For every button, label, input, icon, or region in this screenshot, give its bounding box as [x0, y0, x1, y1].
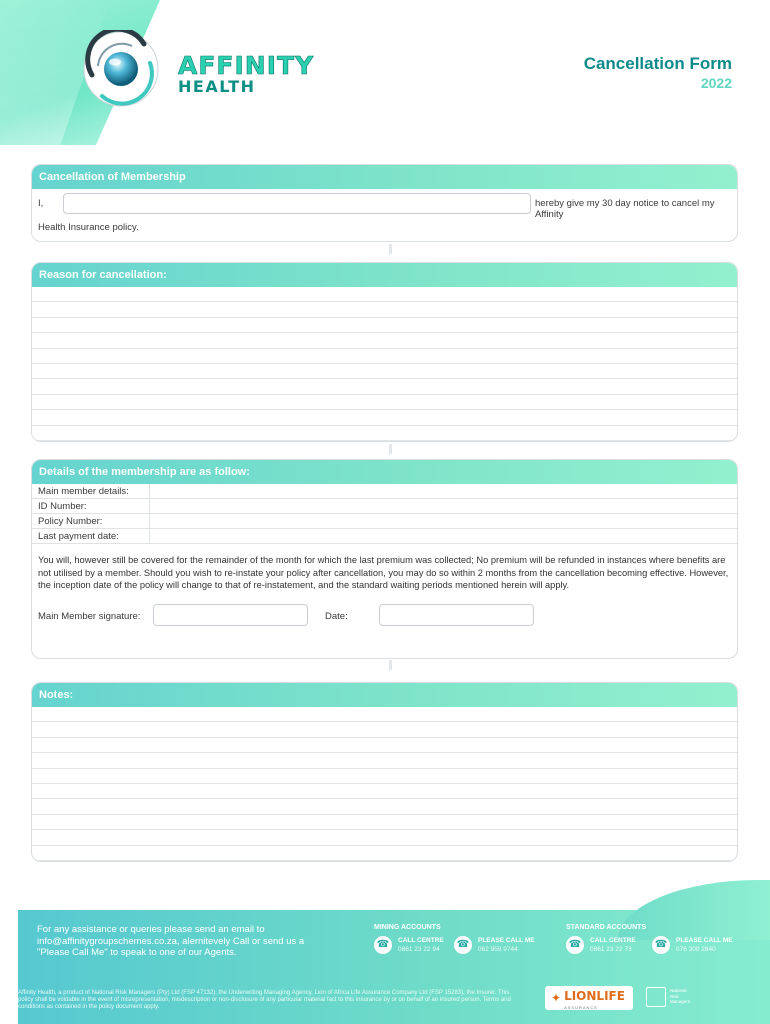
id-number-field[interactable] — [150, 499, 737, 513]
mining-accounts-title: MINING ACCOUNTS — [374, 924, 441, 931]
legal-disclaimer: Affinity Health, a product of National Risk Managers (Pty) Ltd (FSP 47132), the Underwriting Managing Agency, Lion of Africa Life Assurance Company Ltd (FSP 15283), the Insurer. This policy shall be voidable in the event of misrepresentation, misdescription or non-disclosure of any particular material fact to this insurance by or on behalf of an insured person. Terms and conditions as contained in the policy document apply. — [18, 990, 511, 1010]
main-member-field[interactable] — [150, 484, 737, 498]
reason-line[interactable] — [32, 364, 737, 379]
lionlife-icon: ✦ — [551, 991, 562, 1005]
standard-call-label: CALL CENTRE — [590, 937, 636, 944]
detail-label: Policy Number: — [32, 514, 150, 528]
standard-call-number: 0861 23 22 73 — [590, 946, 632, 953]
detail-label: ID Number: — [32, 499, 150, 513]
notes-heading: Notes: — [32, 683, 737, 707]
brand-wordmark — [178, 51, 315, 96]
reason-line[interactable] — [32, 426, 737, 441]
footer — [18, 880, 770, 1024]
standard-please-call-me[interactable] — [652, 936, 733, 954]
notes-line[interactable] — [32, 784, 737, 799]
mining-pcm-number: 062 959 9744 — [478, 946, 518, 953]
date-label: Date: — [325, 610, 348, 622]
lionlife-name: LIONLIFE — [564, 988, 625, 1003]
reason-heading: Reason for cancellation: — [32, 263, 737, 287]
notes-line[interactable] — [32, 753, 737, 768]
membership-suffix: hereby give my 30 day notice to cancel my Affinity — [535, 198, 715, 220]
detail-row — [32, 514, 737, 529]
phone-icon: ☎ — [454, 936, 472, 954]
mining-call-label: CALL CENTRE — [398, 937, 444, 944]
member-name-field[interactable] — [63, 193, 531, 214]
notes-lines[interactable] — [32, 707, 737, 861]
panel-divider — [389, 244, 392, 254]
signature-field[interactable] — [153, 604, 308, 626]
reason-line[interactable] — [32, 349, 737, 364]
reason-line[interactable] — [32, 410, 737, 425]
membership-continuation: Health Insurance policy. — [38, 222, 139, 233]
detail-label: Main member details: — [32, 484, 150, 498]
membership-panel — [31, 164, 738, 242]
nrm-logo-icon — [646, 987, 666, 1007]
reason-line[interactable] — [32, 333, 737, 348]
reason-line[interactable] — [32, 318, 737, 333]
notes-line[interactable] — [32, 722, 737, 737]
detail-row — [32, 484, 737, 499]
signature-label: Main Member signature: — [38, 610, 141, 622]
standard-call-centre[interactable] — [566, 936, 636, 954]
standard-pcm-number: 076 300 2840 — [676, 946, 716, 953]
lionlife-sub: ASSURANCE — [564, 1004, 598, 1010]
lionlife-logo — [545, 986, 633, 1010]
detail-row — [32, 499, 737, 514]
phone-icon: ☎ — [374, 936, 392, 954]
policy-number-field[interactable] — [150, 514, 737, 528]
reason-panel — [31, 262, 738, 442]
reason-line[interactable] — [32, 302, 737, 317]
mining-call-number: 0861 23 22 94 — [398, 946, 440, 953]
affinity-logo-icon — [82, 30, 160, 108]
details-heading: Details of the membership are as follow: — [32, 460, 737, 484]
membership-prefix: I, — [38, 198, 44, 209]
form-title-block — [584, 54, 732, 91]
panel-divider — [389, 444, 392, 454]
notes-line[interactable] — [32, 815, 737, 830]
date-field[interactable] — [379, 604, 534, 626]
footer-wave-decoration — [618, 880, 770, 940]
mining-pcm-label: PLEASE CALL ME — [478, 937, 535, 944]
brand-line-1: AFFINITY — [178, 51, 315, 80]
coverage-disclaimer: You will, however still be covered for the remainder of the month for which the last premium was collected; No premium will be refunded in instances where benefits are not utilised by a member. Should you wish to re-instate your policy after cancellation, you may do so within 2 months from the cancellation becoming effective. However, the inception date of the policy will change to that of re-instatement, and the standard waiting periods mentioned herein will apply. — [38, 555, 729, 591]
reason-line[interactable] — [32, 287, 737, 302]
nrm-text: National Risk Managers — [670, 988, 691, 1004]
standard-accounts-title: STANDARD ACCOUNTS — [566, 924, 647, 931]
notes-panel — [31, 682, 738, 862]
mining-please-call-me[interactable] — [454, 936, 535, 954]
form-year: 2022 — [700, 75, 732, 91]
notes-line[interactable] — [32, 830, 737, 845]
brand-line-2: HEALTH — [178, 77, 256, 96]
notes-line[interactable] — [32, 799, 737, 814]
notes-line[interactable] — [32, 738, 737, 753]
detail-row — [32, 529, 737, 544]
details-panel — [31, 459, 738, 659]
signature-row — [32, 600, 737, 636]
reason-line[interactable] — [32, 379, 737, 394]
reason-lines[interactable] — [32, 287, 737, 441]
last-payment-date-field[interactable] — [150, 529, 737, 543]
notes-line[interactable] — [32, 846, 737, 861]
membership-heading: Cancellation of Membership — [32, 165, 737, 189]
notes-line[interactable] — [32, 707, 737, 722]
mining-call-centre[interactable] — [374, 936, 444, 954]
phone-icon: ☎ — [566, 936, 584, 954]
reason-line[interactable] — [32, 395, 737, 410]
notes-line[interactable] — [32, 769, 737, 784]
detail-label: Last payment date: — [32, 529, 150, 543]
standard-pcm-label: PLEASE CALL ME — [676, 937, 733, 944]
assistance-text: For any assistance or queries please send an email to info@affinitygroupschemes.co.za, alernitevely Call or send us a "Please Call Me" to speak to one of our Agents. — [37, 924, 305, 958]
form-title: Cancellation Form — [583, 54, 732, 73]
panel-divider — [389, 660, 392, 670]
phone-icon: ☎ — [652, 936, 670, 954]
